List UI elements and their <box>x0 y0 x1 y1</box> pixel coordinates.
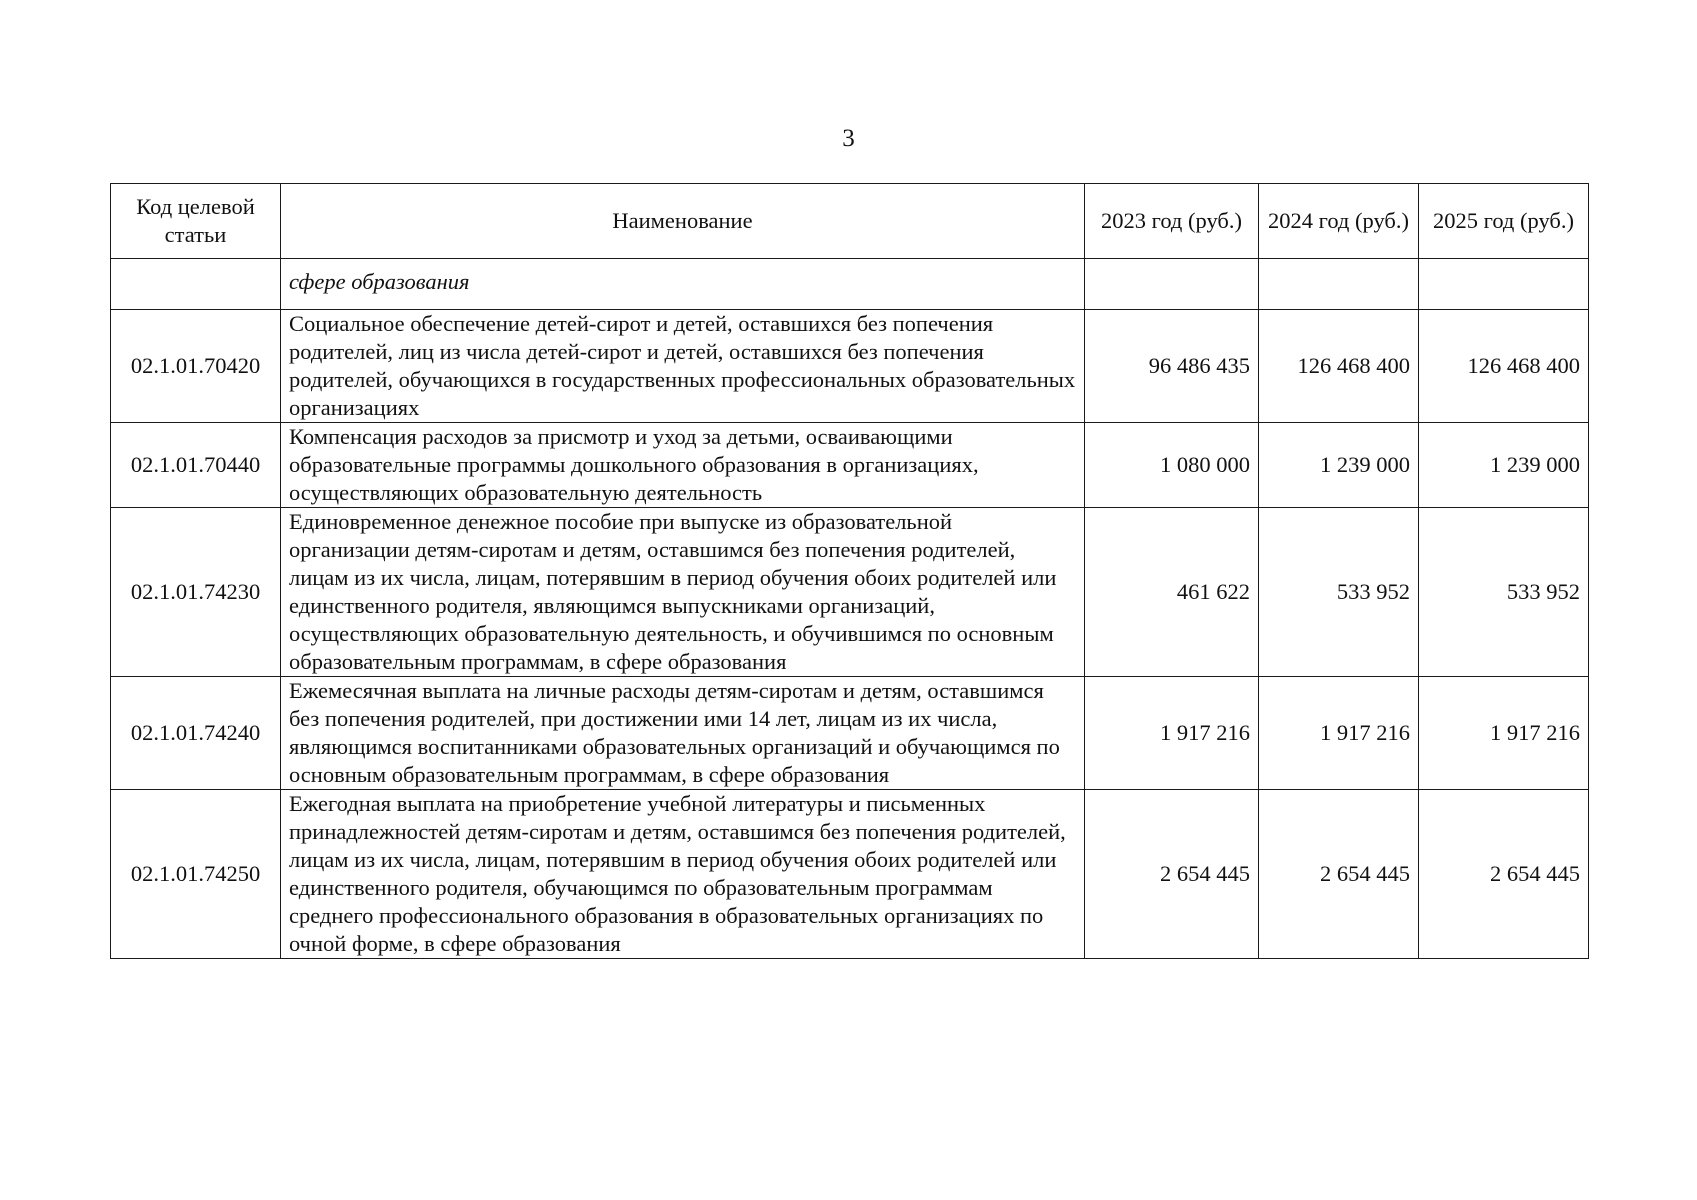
cell-2024: 2 654 445 <box>1259 790 1419 959</box>
cell-2024: 1 917 216 <box>1259 677 1419 790</box>
cell-2024: 533 952 <box>1259 508 1419 677</box>
cell-2024: 126 468 400 <box>1259 310 1419 423</box>
cell-2023: 2 654 445 <box>1085 790 1259 959</box>
header-2024: 2024 год (руб.) <box>1259 184 1419 259</box>
cell-2023: 461 622 <box>1085 508 1259 677</box>
table-row <box>111 310 1589 423</box>
cell-name: Ежемесячная выплата на личные расходы детям-сиротам и детям, оставшимся без попечения родителей, при достижении ими 14 лет, лицам из их числа, являющимся воспитанниками образовательных организаций и обучающимся по основным образовательным программам, в сфере образования <box>281 677 1085 790</box>
cell-2024: 1 239 000 <box>1259 423 1419 508</box>
table-row <box>111 508 1589 677</box>
header-2023: 2023 год (руб.) <box>1085 184 1259 259</box>
cell-2025: 1 239 000 <box>1419 423 1589 508</box>
cell-2025 <box>1419 259 1589 310</box>
header-code: Код целевой статьи <box>111 184 281 259</box>
page-number: 3 <box>842 125 855 152</box>
cell-name: Единовременное денежное пособие при выпуске из образовательной организации детям-сиротам и детям, оставшимся без попечения родителей, лицам из их числа, лицам, потерявшим в период обучения обоих родителей или единственного родителя, являющимся выпускниками организаций, осуществляющих образовательную деятельность, и обучившимся по основным образовательным программам, в сфере образования <box>281 508 1085 677</box>
table-row <box>111 790 1589 959</box>
cell-name: Ежегодная выплата на приобретение учебной литературы и письменных принадлежностей детям-сиротам и детям, оставшимся без попечения родителей, лицам из их числа, лицам, потерявшим в период обучения обоих родителей или единственного родителя, обучающимся по образовательным программам среднего профессионального образования в образовательных организациях по очной форме, в сфере образования <box>281 790 1085 959</box>
cell-2025: 533 952 <box>1419 508 1589 677</box>
cell-2025: 1 917 216 <box>1419 677 1589 790</box>
cell-code: 02.1.01.74250 <box>111 790 281 959</box>
cell-2023: 1 917 216 <box>1085 677 1259 790</box>
cell-name: сфере образования <box>281 259 1085 310</box>
cell-2025: 2 654 445 <box>1419 790 1589 959</box>
cell-name: Социальное обеспечение детей-сирот и детей, оставшихся без попечения родителей, лиц из числа детей-сирот и детей, оставшихся без попечения родителей, обучающихся в государственных профессиональных образовательных организациях <box>281 310 1085 423</box>
cell-2023: 96 486 435 <box>1085 310 1259 423</box>
cell-2023 <box>1085 259 1259 310</box>
cell-code: 02.1.01.74240 <box>111 677 281 790</box>
table-header-row <box>111 184 1589 259</box>
table-row <box>111 677 1589 790</box>
table-row-continuation <box>111 259 1589 310</box>
budget-table <box>110 183 1589 959</box>
cell-2025: 126 468 400 <box>1419 310 1589 423</box>
cell-code: 02.1.01.70420 <box>111 310 281 423</box>
header-2025: 2025 год (руб.) <box>1419 184 1589 259</box>
cell-2023: 1 080 000 <box>1085 423 1259 508</box>
cell-code <box>111 259 281 310</box>
header-name: Наименование <box>281 184 1085 259</box>
table-row <box>111 423 1589 508</box>
cell-code: 02.1.01.74230 <box>111 508 281 677</box>
cell-name: Компенсация расходов за присмотр и уход за детьми, осваивающими образовательные программы дошкольного образования в организациях, осуществляющих образовательную деятельность <box>281 423 1085 508</box>
cell-code: 02.1.01.70440 <box>111 423 281 508</box>
cell-2024 <box>1259 259 1419 310</box>
